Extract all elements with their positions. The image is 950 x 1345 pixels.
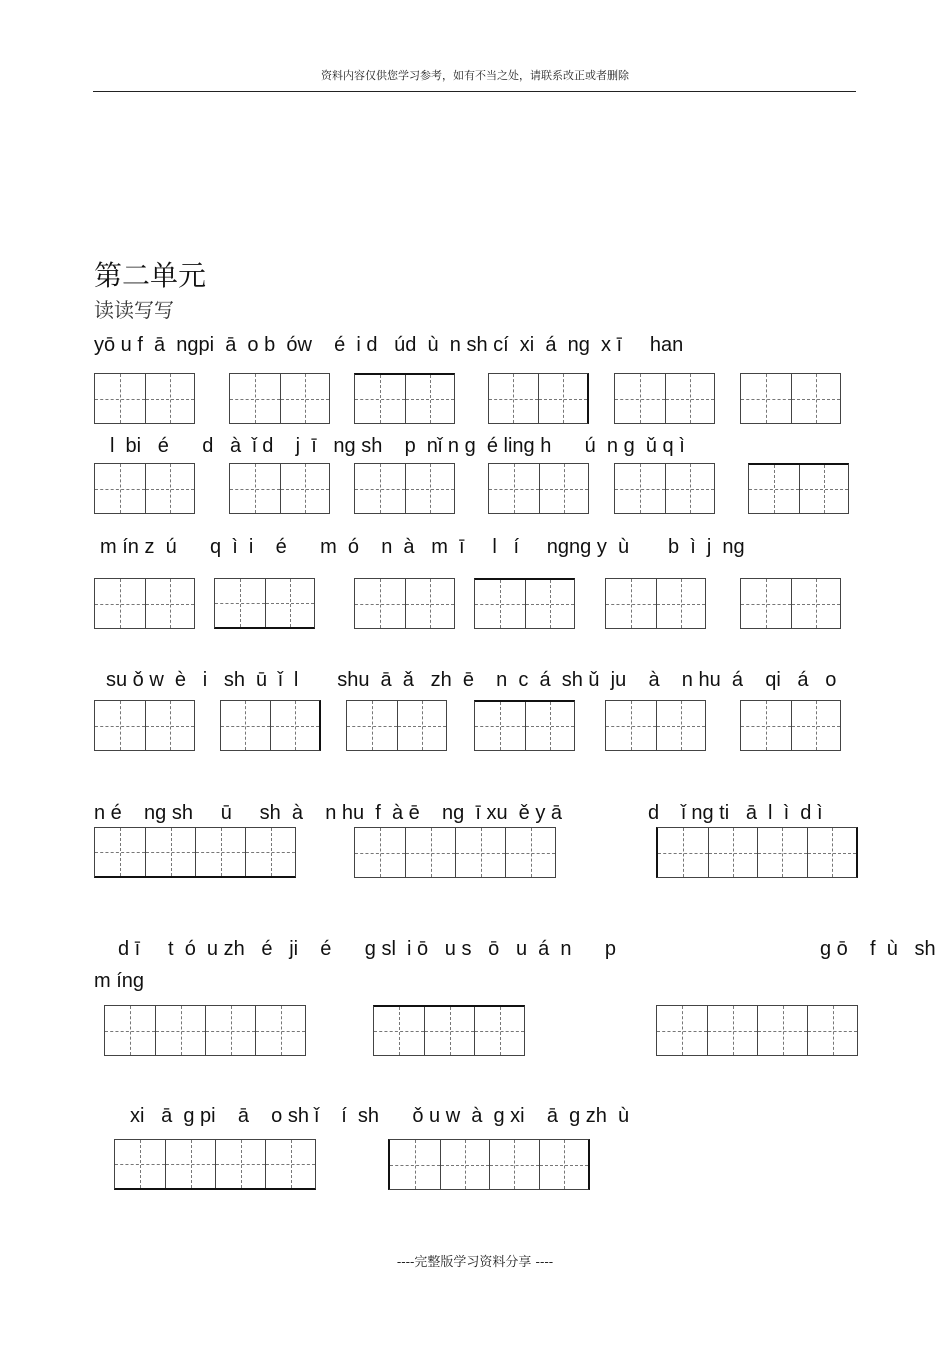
grid-cell[interactable] — [165, 1140, 215, 1188]
grid-cell[interactable] — [539, 464, 589, 513]
grid-cell[interactable] — [215, 1140, 265, 1188]
grid-cell[interactable] — [791, 579, 841, 628]
grid-cell[interactable] — [606, 701, 656, 750]
grid-cell[interactable] — [374, 1007, 424, 1055]
grid-cell[interactable] — [455, 828, 505, 877]
grid-cell[interactable] — [538, 374, 587, 423]
pinyin-line: m íng — [94, 970, 145, 992]
writing-grid[interactable] — [656, 827, 858, 878]
grid-cell[interactable] — [95, 579, 145, 628]
pinyin-line: xi ā g pi ā o sh ǐ í sh ǒ u w à g xi ā g zh ù — [130, 1105, 630, 1127]
grid-cell[interactable] — [215, 579, 265, 627]
grid-cell[interactable] — [195, 828, 245, 876]
pinyin-line: d ǐ ng ti ā l ì d ì — [648, 802, 823, 824]
writing-grid[interactable] — [214, 578, 315, 629]
grid-cell[interactable] — [280, 374, 330, 423]
writing-grid[interactable] — [388, 1139, 590, 1190]
writing-grid[interactable] — [354, 463, 455, 514]
grid-cell[interactable] — [355, 828, 405, 877]
grid-cell[interactable] — [615, 374, 665, 423]
grid-cell[interactable] — [475, 702, 525, 750]
grid-cell[interactable] — [741, 579, 791, 628]
writing-grid[interactable] — [104, 1005, 306, 1056]
grid-cell[interactable] — [658, 828, 708, 877]
writing-grid[interactable] — [229, 373, 330, 424]
grid-cell[interactable] — [656, 701, 706, 750]
writing-grid[interactable] — [740, 578, 841, 629]
grid-cell[interactable] — [405, 375, 455, 423]
grid-cell[interactable] — [145, 374, 195, 423]
section-title: 读读写写 — [94, 298, 174, 322]
grid-cell[interactable] — [791, 374, 841, 423]
grid-cell[interactable] — [145, 701, 195, 750]
writing-grid[interactable] — [354, 373, 455, 424]
grid-cell[interactable] — [390, 1140, 440, 1189]
grid-cell[interactable] — [475, 580, 525, 628]
grid-cell[interactable] — [155, 1006, 205, 1055]
grid-cell[interactable] — [707, 1006, 757, 1055]
writing-grid[interactable] — [346, 700, 447, 751]
grid-cell[interactable] — [606, 579, 656, 628]
grid-cell[interactable] — [255, 1006, 305, 1055]
grid-cell[interactable] — [489, 1140, 539, 1189]
writing-grid[interactable] — [605, 700, 706, 751]
grid-cell[interactable] — [489, 464, 539, 513]
grid-cell[interactable] — [749, 465, 799, 513]
writing-grid[interactable] — [614, 463, 715, 514]
writing-grid[interactable] — [488, 373, 589, 424]
grid-cell[interactable] — [708, 828, 758, 877]
grid-cell[interactable] — [355, 464, 405, 513]
grid-cell[interactable] — [145, 579, 195, 628]
grid-cell[interactable] — [665, 464, 715, 513]
grid-cell[interactable] — [505, 828, 555, 877]
grid-cell[interactable] — [474, 1007, 524, 1055]
grid-cell[interactable] — [657, 1006, 707, 1055]
grid-cell[interactable] — [265, 1140, 315, 1188]
writing-grid[interactable] — [114, 1139, 316, 1190]
grid-cell[interactable] — [397, 701, 447, 750]
pinyin-line: g ō f ù sh — [820, 938, 936, 960]
pinyin-line: l bi é d à ǐ d j ī ng sh p nǐ n g é ling h ú n g ǔ q ì — [110, 435, 685, 457]
writing-grid[interactable] — [474, 700, 575, 751]
grid-cell[interactable] — [525, 702, 575, 750]
grid-cell[interactable] — [245, 828, 295, 876]
header-divider — [93, 91, 856, 92]
grid-cell[interactable] — [656, 579, 706, 628]
writing-grid[interactable] — [373, 1005, 525, 1056]
writing-grid[interactable] — [605, 578, 706, 629]
grid-cell[interactable] — [95, 701, 145, 750]
grid-cell[interactable] — [807, 1006, 857, 1055]
grid-cell[interactable] — [95, 464, 145, 513]
grid-cell[interactable] — [205, 1006, 255, 1055]
writing-grid[interactable] — [94, 827, 296, 878]
grid-cell[interactable] — [105, 1006, 155, 1055]
writing-grid[interactable] — [354, 827, 556, 878]
grid-cell[interactable] — [489, 374, 538, 423]
grid-cell[interactable] — [145, 464, 195, 513]
header-note: 资料内容仅供您学习参考，如有不当之处，请联系改正或者删除 — [321, 69, 629, 82]
writing-grid[interactable] — [94, 373, 195, 424]
grid-cell[interactable] — [615, 464, 665, 513]
grid-cell[interactable] — [230, 464, 280, 513]
grid-cell[interactable] — [355, 375, 405, 423]
pinyin-line: d ī t ó u zh é ji é g sl i ō u s ō u á n p — [118, 938, 616, 960]
pinyin-line: su ǒ w è i sh ū ǐ l shu ā ǎ zh ē n c á sh ǔ ju à n hu á qi á o — [106, 669, 837, 691]
grid-cell[interactable] — [741, 701, 791, 750]
writing-grid[interactable] — [474, 578, 575, 629]
grid-cell[interactable] — [424, 1007, 474, 1055]
pinyin-line: m ín z ú q ì i é m ó n à m ī l í ngng y ù b ì j ng — [100, 536, 745, 558]
grid-cell[interactable] — [280, 464, 330, 513]
grid-cell[interactable] — [741, 374, 791, 423]
footer-note: ----完整版学习资料分享 ---- — [396, 1255, 554, 1270]
pinyin-line: n é ng sh ū sh à n hu f à ē ng ī xu ě y ā — [94, 802, 563, 824]
writing-grid[interactable] — [94, 700, 195, 751]
grid-cell[interactable] — [757, 828, 807, 877]
writing-grid[interactable] — [740, 373, 841, 424]
writing-grid[interactable] — [614, 373, 715, 424]
grid-cell[interactable] — [440, 1140, 490, 1189]
grid-cell[interactable] — [807, 828, 857, 877]
writing-grid[interactable] — [229, 463, 330, 514]
writing-grid[interactable] — [354, 578, 455, 629]
grid-cell[interactable] — [221, 701, 270, 750]
pinyin-line: yō u f ā ngpi ā o b ów é i d úd ù n sh cí xi á ng x ī han — [94, 334, 684, 356]
writing-grid[interactable] — [94, 578, 195, 629]
writing-grid[interactable] — [740, 700, 841, 751]
grid-cell[interactable] — [145, 828, 195, 876]
grid-cell[interactable] — [799, 465, 849, 513]
grid-cell[interactable] — [347, 701, 397, 750]
grid-cell[interactable] — [791, 701, 841, 750]
writing-grid[interactable] — [748, 463, 849, 514]
grid-cell[interactable] — [355, 579, 405, 628]
grid-cell[interactable] — [230, 374, 280, 423]
grid-cell[interactable] — [539, 1140, 589, 1189]
grid-cell[interactable] — [115, 1140, 165, 1188]
unit-title: 第二单元 — [94, 259, 207, 292]
writing-grid[interactable] — [94, 463, 195, 514]
grid-cell[interactable] — [665, 374, 715, 423]
grid-cell[interactable] — [405, 579, 455, 628]
grid-cell[interactable] — [405, 464, 455, 513]
grid-cell[interactable] — [95, 374, 145, 423]
grid-cell[interactable] — [270, 701, 319, 750]
grid-cell[interactable] — [405, 828, 455, 877]
writing-grid[interactable] — [656, 1005, 858, 1056]
writing-grid[interactable] — [488, 463, 589, 514]
grid-cell[interactable] — [757, 1006, 807, 1055]
writing-grid[interactable] — [220, 700, 321, 751]
grid-cell[interactable] — [95, 828, 145, 876]
grid-cell[interactable] — [525, 580, 575, 628]
grid-cell[interactable] — [265, 579, 315, 627]
